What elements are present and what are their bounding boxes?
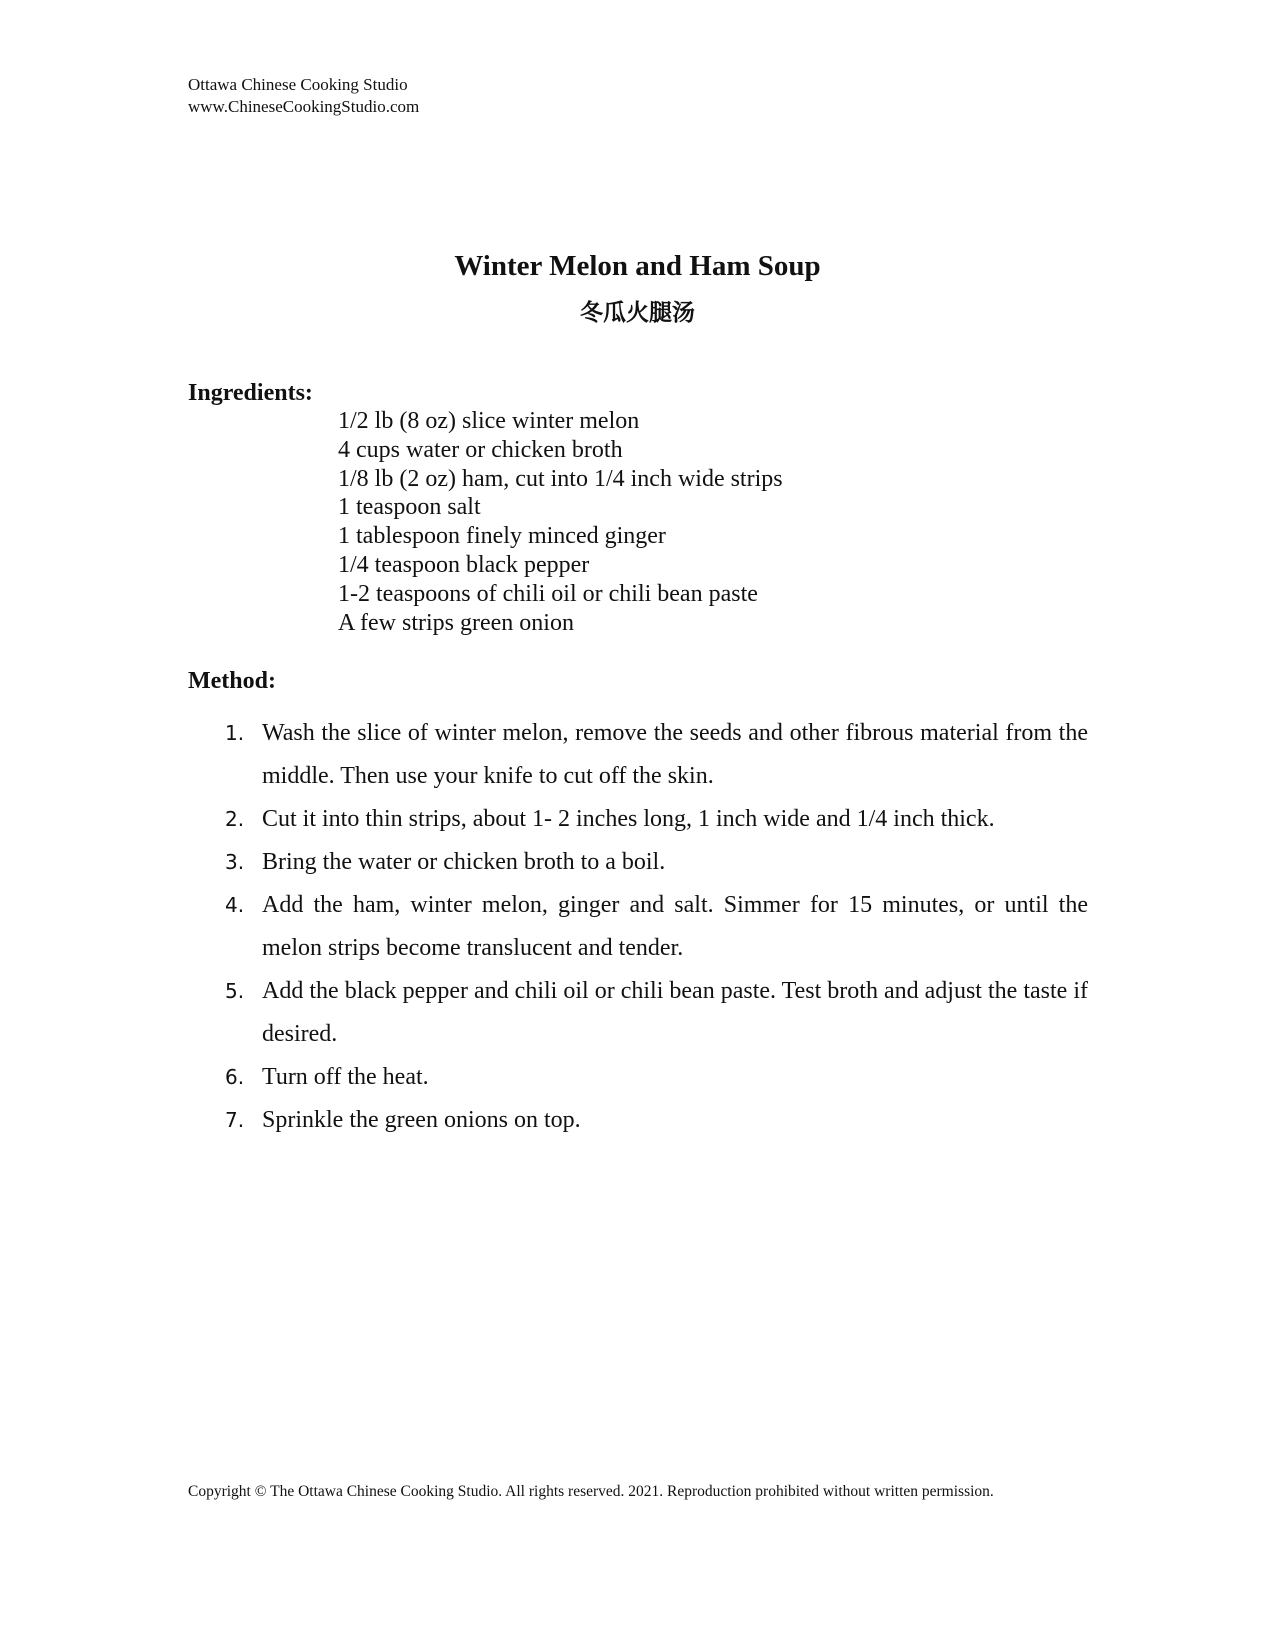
ingredient-item: A few strips green onion [338,609,574,636]
step-number: 6. [225,1065,245,1089]
ingredients-list [338,407,783,637]
method-step [188,884,1088,970]
studio-name: Ottawa Chinese Cooking Studio [188,75,408,94]
step-text: Turn off the heat. [262,1064,429,1090]
copyright-footer: Copyright © The Ottawa Chinese Cooking Studio. All rights reserved. 2021. Reproduction prohibited without written permission. [188,1483,994,1500]
step-text: Add the ham, winter melon, ginger and salt. Simmer for 15 minutes, or until the melon strips become translucent and tender. [262,892,1088,961]
step-text: Wash the slice of winter melon, remove the seeds and other fibrous material from the middle. Then use your knife to cut off the skin. [262,720,1088,789]
studio-website: www.ChineseCookingStudio.com [188,97,420,116]
ingredient-item: 1/2 lb (8 oz) slice winter melon [338,408,640,434]
method-step [188,841,1088,884]
ingredient-item: 4 cups water or chicken broth [338,436,623,463]
recipe-title-chinese: 冬瓜火腿汤 [580,300,695,326]
ingredients-heading: Ingredients: [188,380,313,406]
ingredient-item: 1/8 lb (2 oz) ham, cut into 1/4 inch wide strips [338,465,783,492]
step-number: 1. [225,721,245,745]
method-step [188,970,1088,1056]
method-list [188,712,1088,1142]
method-step [188,1056,1088,1099]
ingredient-item: 1/4 teaspoon black pepper [338,551,590,578]
ingredient-item: 1-2 teaspoons of chili oil or chili bean paste [338,580,758,607]
step-number: 2. [225,807,245,831]
step-text: Cut it into thin strips, about 1- 2 inches long, 1 inch wide and 1/4 inch thick. [262,806,995,832]
step-text: Add the black pepper and chili oil or chili bean paste. Test broth and adjust the taste if desired. [262,978,1088,1047]
step-text: Bring the water or chicken broth to a boil. [262,849,666,875]
step-text: Sprinkle the green onions on top. [262,1107,581,1133]
step-number: 7. [225,1108,245,1132]
method-step [188,798,1088,841]
step-number: 5. [225,979,245,1003]
ingredient-item: 1 tablespoon finely minced ginger [338,523,666,550]
method-step [188,1099,1088,1142]
step-number: 4. [225,893,245,917]
ingredient-item: 1 teaspoon salt [338,494,481,521]
method-step [188,712,1088,798]
step-number: 3. [225,850,245,874]
recipe-title: Winter Melon and Ham Soup [454,250,821,282]
page-header [188,74,419,118]
method-heading: Method: [188,668,276,694]
